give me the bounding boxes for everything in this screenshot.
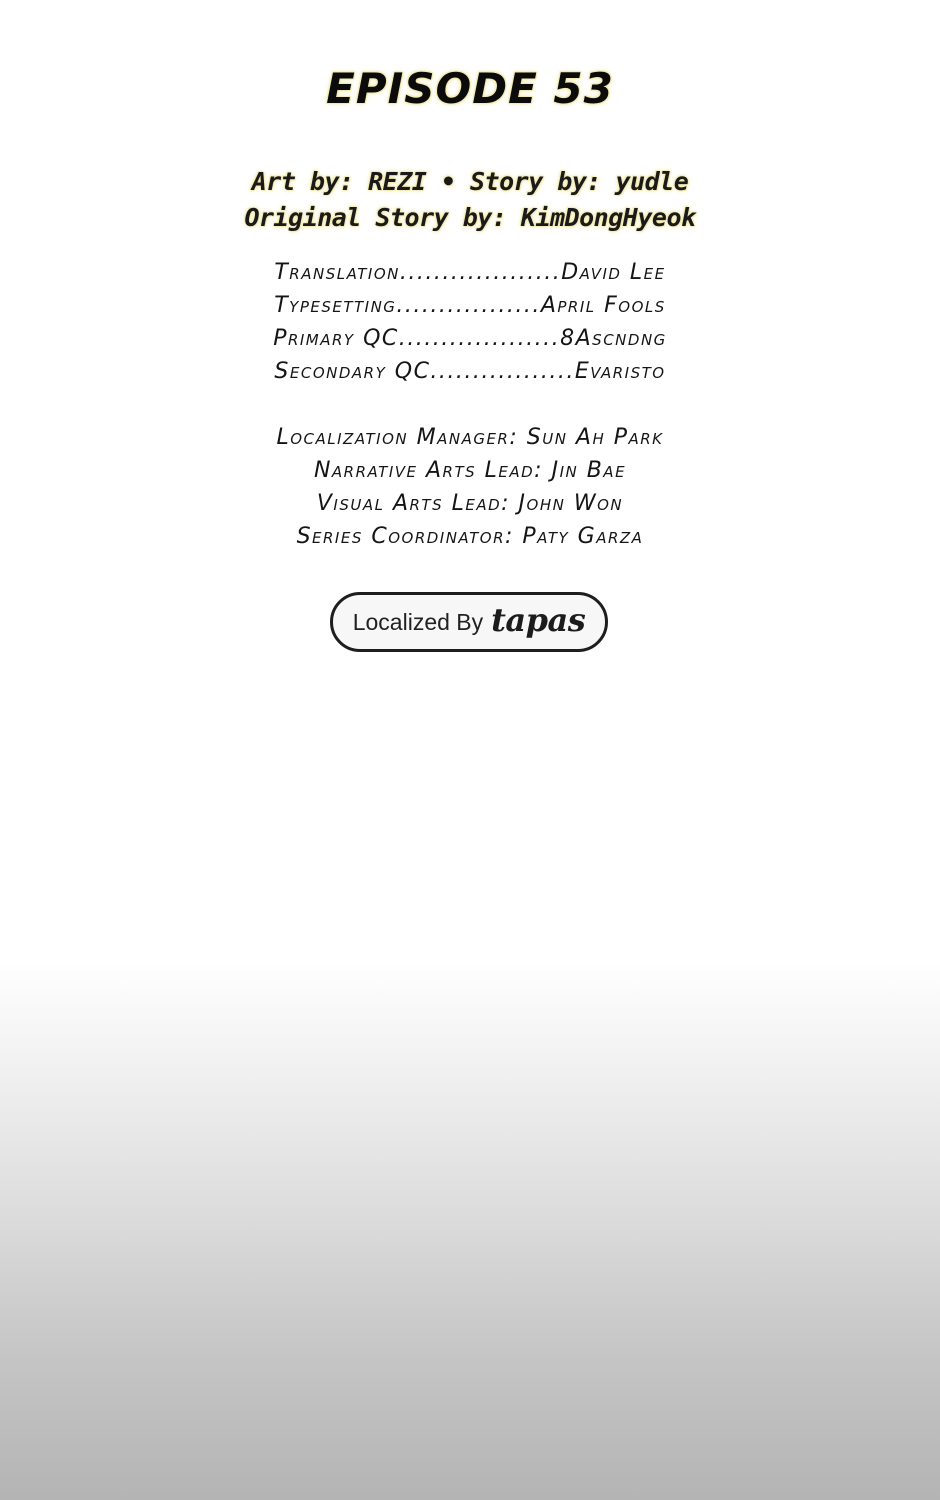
- episode-title: EPISODE 53: [326, 64, 614, 113]
- credit-visual-arts-lead: Visual Arts Lead: John Won: [316, 491, 624, 516]
- original-story-credit: Original Story by: KimDongHyeok: [244, 203, 696, 232]
- localized-by-tapas-badge: [330, 592, 608, 652]
- credit-series-coordinator: Series Coordinator: Paty Garza: [296, 524, 644, 549]
- team-credits: [0, 421, 940, 553]
- credit-primary-qc: Primary QC...................8Ascndng: [273, 326, 667, 351]
- staff-credits: [0, 256, 940, 388]
- credit-typesetting: Typesetting.................April Fools: [274, 293, 666, 318]
- tapas-logo: tapas: [491, 601, 586, 639]
- badge-label: Localized By: [352, 608, 484, 635]
- credit-narrative-arts-lead: Narrative Arts Lead: Jin Bae: [313, 458, 627, 483]
- credit-secondary-qc: Secondary QC.................Evaristo: [274, 359, 666, 384]
- art-story-credit: Art by: REZI • Story by: yudle: [251, 167, 689, 196]
- main-credits: [0, 164, 940, 236]
- credit-translation: Translation...................David Lee: [274, 260, 666, 285]
- credit-localization-manager: Localization Manager: Sun Ah Park: [276, 425, 664, 450]
